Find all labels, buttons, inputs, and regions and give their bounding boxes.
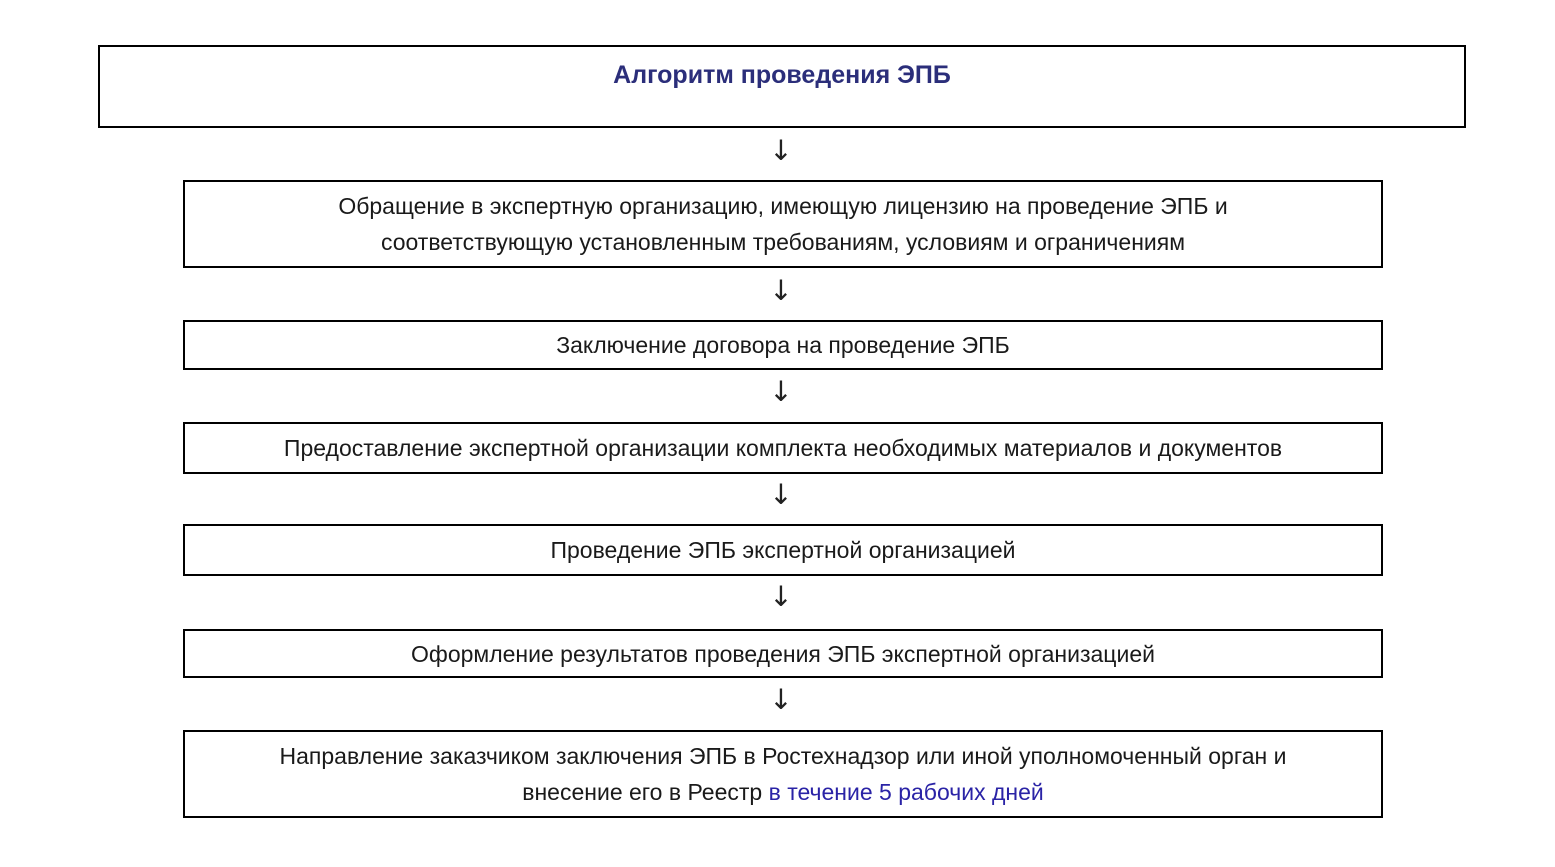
diagram-title: Алгоритм проведения ЭПБ xyxy=(613,61,951,89)
step-3-box xyxy=(183,422,1383,474)
step-3-text: Предоставление экспертной организации комплекта необходимых материалов и документов xyxy=(283,435,1283,461)
flow-arrow-icon: ↓ xyxy=(769,274,793,307)
flow-arrow-icon: ↓ xyxy=(769,478,793,511)
flow-arrow-icon: ↓ xyxy=(769,580,793,613)
step-5-box xyxy=(183,629,1383,678)
step-2-text: Заключение договора на проведение ЭПБ xyxy=(556,332,1010,358)
step-1-box xyxy=(183,180,1383,268)
step-1-line-2: соответствующую установленным требованиям, условиям и ограничениям xyxy=(380,229,1186,255)
step-4-text: Проведение ЭПБ экспертной организацией xyxy=(550,537,1016,563)
flow-arrow-icon: ↓ xyxy=(769,375,793,408)
step-6-box xyxy=(183,730,1383,818)
step-1-line-1: Обращение в экспертную организацию, имеющую лицензию на проведение ЭПБ и xyxy=(338,193,1228,219)
step-6-text xyxy=(280,738,1287,810)
step-5-text: Оформление результатов проведения ЭПБ экспертной организацией xyxy=(411,640,1155,667)
flow-arrow-icon: ↓ xyxy=(769,683,793,716)
title-box xyxy=(98,45,1466,128)
step-6-line-1: Направление заказчиком заключения ЭПБ в Ростехнадзор или иной уполномоченный орган и xyxy=(279,743,1287,769)
deadline-highlight: в течение 5 рабочих дней xyxy=(768,779,1044,805)
flow-arrow-icon: ↓ xyxy=(769,134,793,167)
step-6-line-2 xyxy=(280,774,1287,810)
step-4-box xyxy=(183,524,1383,576)
step-6-line-2-text: внесение его в Реестр xyxy=(522,779,763,805)
step-2-box xyxy=(183,320,1383,370)
step-1-text xyxy=(338,188,1227,260)
